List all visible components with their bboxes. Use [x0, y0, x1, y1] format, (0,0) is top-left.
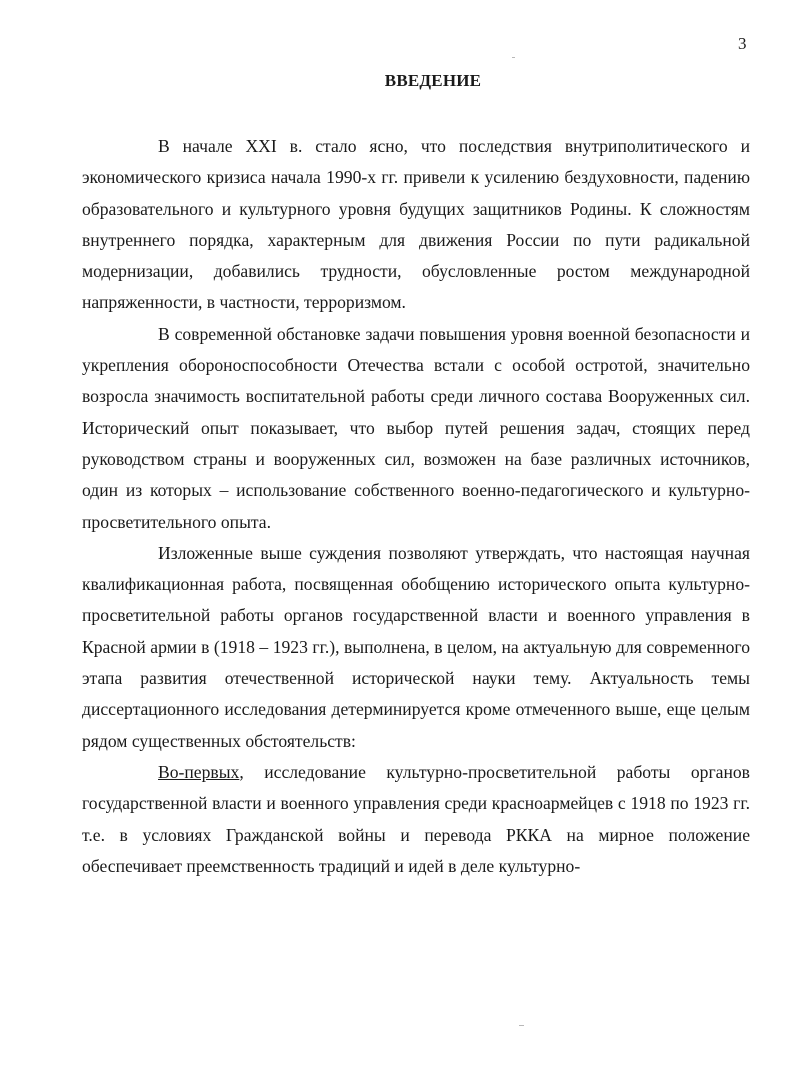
scan-speck — [512, 57, 515, 58]
page-number: 3 — [738, 34, 747, 53]
section-title: ВВЕДЕНИЕ — [384, 71, 482, 90]
paragraph-4-text: , исследование культурно-просветительной работы органов государственной власти и военного управления среди красноармейцев с 1918 по 1923 гг. т.е. в условиях Гражданской войны и перевода РККА на мирное положение обеспечивает преемственность традиций и идей в деле культурно- — [82, 761, 750, 876]
document-body — [82, 131, 750, 882]
paragraph-1: В начале XXI в. стало ясно, что последствия внутриполитического и экономического кризиса начала 1990-х гг. привели к усилению бездуховности, падению образовательного и культурного уровня будущих защитников Родины. К сложностям внутреннего порядка, характерным для движения России по пути радикальной модернизации, добавились трудности, обусловленные ростом международной напряженности, в частности, терроризмом. — [82, 136, 750, 313]
paragraph-4-lead: Во-первых — [158, 761, 240, 782]
paragraph-2: В современной обстановке задачи повышения уровня военной безопасности и укрепления обороноспособности Отечества встали с особой остротой, значительно возросла значимость воспитательной работы среди личного состава Вооруженных сил. Исторический опыт показывает, что выбор путей решения задач, стоящих перед руководством страны и вооруженных сил, возможен на базе различных источников, один из которых – использование собственного военно-педагогического и культурно-просветительного опыта. — [82, 323, 750, 532]
paragraph-3: Изложенные выше суждения позволяют утверждать, что настоящая научная квалификационная работа, посвященная обобщению исторического опыта культурно-просветительной работы органов государственной власти и военного управления в Красной армии в (1918 – 1923 гг.), выполнена, в целом, на актуальную для современного этапа развития отечественной исторической науки тему. Актуальность темы диссертационного исследования детерминируется кроме отмеченного выше, еще целым рядом существенных обстоятельств: — [82, 542, 750, 751]
paragraph-4 — [82, 757, 750, 882]
scan-speck — [519, 1025, 524, 1026]
